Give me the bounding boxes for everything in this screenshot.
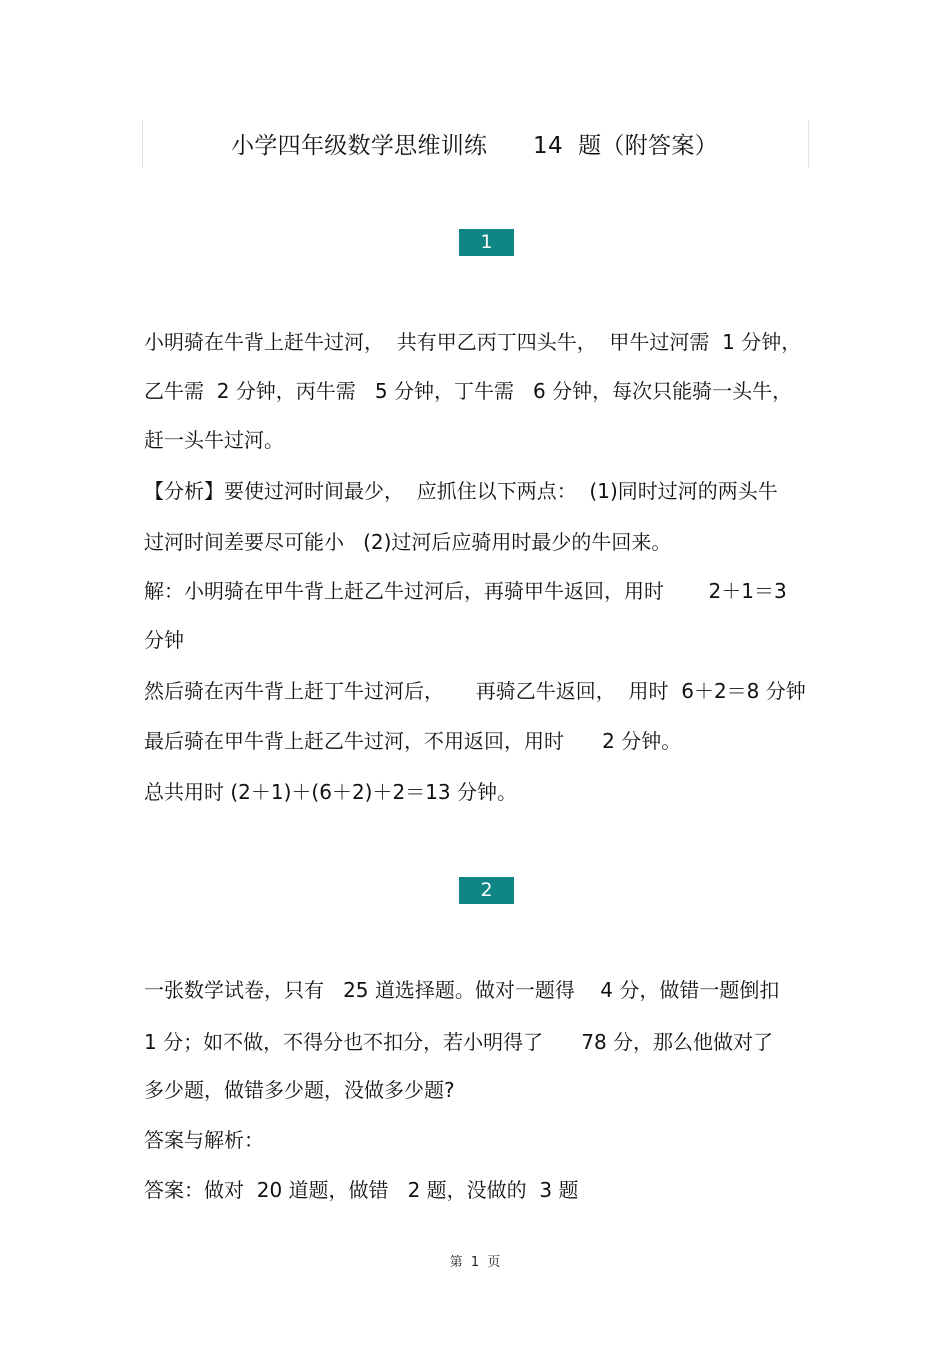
q1-analysis-line-2: 过河时间差要尽可能小 (2)过河后应骑用时最少的牛回来。 xyxy=(144,530,672,554)
page-number: 第 1 页 xyxy=(449,1255,501,1270)
q1-solution-line-4: 最后骑在甲牛背上赶乙牛过河，不用返回，用时 2 分钟。 xyxy=(144,729,682,753)
q1-analysis-line-1: 【分析】要使过河时间最少， 应抓住以下两点： (1)同时过河的两头牛 xyxy=(144,479,778,503)
q1-solution-line-1: 解：小明骑在甲牛背上赶乙牛过河后，再骑甲牛返回，用时 2＋1＝3 xyxy=(144,579,787,603)
q1-line-3: 赶一头牛过河。 xyxy=(144,428,284,452)
question-2-badge: 2 xyxy=(459,877,514,904)
question-1-badge: 1 xyxy=(459,229,514,256)
q2-line-1: 一张数学试卷，只有 25 道选择题。做对一题得 4 分，做错一题倒扣 xyxy=(144,978,780,1002)
q2-line-2: 1 分；如不做，不得分也不扣分，若小明得了 78 分，那么他做对了 xyxy=(144,1030,774,1054)
document-title: 小学四年级数学思维训练 14 题（附答案） xyxy=(231,133,718,159)
q2-line-3: 多少题，做错多少题，没做多少题? xyxy=(144,1078,455,1102)
q1-solution-line-5: 总共用时 (2＋1)＋(6＋2)＋2＝13 分钟。 xyxy=(144,780,517,804)
q1-line-1: 小明骑在牛背上赶牛过河， 共有甲乙丙丁四头牛， 甲牛过河需 1 分钟， xyxy=(144,330,802,354)
q2-answer-line: 答案：做对 20 道题，做错 2 题，没做的 3 题 xyxy=(144,1178,579,1202)
q1-solution-line-3: 然后骑在丙牛背上赶丁牛过河后， 再骑乙牛返回， 用时 6＋2＝8 分钟 xyxy=(144,679,806,703)
q1-line-2: 乙牛需 2 分钟，丙牛需 5 分钟，丁牛需 6 分钟，每次只能骑一头牛， xyxy=(144,379,793,403)
q1-solution-line-2: 分钟 xyxy=(144,628,184,652)
q2-answer-heading: 答案与解析： xyxy=(144,1128,264,1152)
